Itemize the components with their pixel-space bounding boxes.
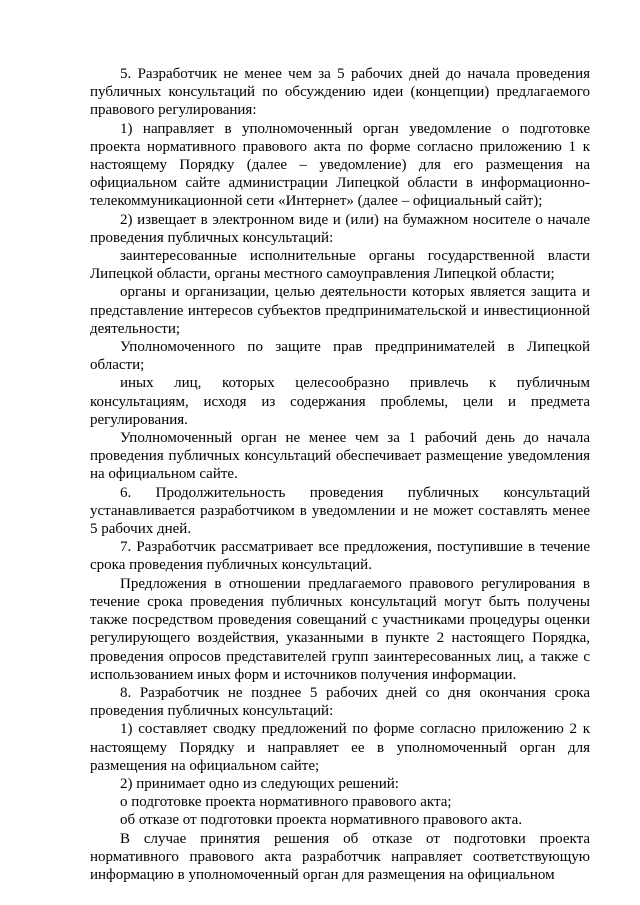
document-page [90,65,590,884]
paragraph-proposals: Предложения в отношении предлагаемого правового регулирования в течение срока проведения публичных консультаций могут быть получены также посредством проведения совещаний с участниками процедуры оценки регулирующего воздействия, указанными в пункте 2 настоящего Порядка, проведения опросов представителей групп заинтересованных лиц, а также с использованием иных форм и источников получения информации. [90,575,590,683]
paragraph-8-intro: 8. Разработчик не позднее 5 рабочих дней со дня окончания срока проведения публичных консультаций: [90,684,590,720]
paragraph-5-item-2: 2) извещает в электронном виде и (или) на бумажном носителе о начале проведения публичных консультаций: [90,211,590,246]
paragraph-decision-refuse: об отказе от подготовки проекта нормативного правового акта. [120,812,523,829]
paragraph-recipients-others: иных лиц, которых целесообразно привлечь к публичным консультациям, исходя из содержания проблемы, цели и предмета регулирования. [90,375,590,428]
paragraph-publication: Уполномоченный орган не менее чем за 1 рабочий день до начала проведения публичных консультаций обеспечивает размещение уведомления на официальном сайте. [90,430,590,483]
paragraph-6: 6. Продолжительность проведения публичных консультаций устанавливается разработчиком в уведомлении и не может составлять менее 5 рабочих дней. [90,484,590,538]
paragraph-5-intro: 5. Разработчик не менее чем за 5 рабочих дней до начала проведения публичных консультаций по обсуждению идеи (концепции) предлагаемого правового регулирования: [90,66,590,119]
paragraph-8-item-2: 2) принимает одно из следующих решений: [120,775,399,792]
paragraph-recipients-ombudsman: Уполномоченного по защите прав предпринимателей в Липецкой области; [90,339,590,374]
paragraph-decision-prepare: о подготовке проекта нормативного правового акта; [120,794,452,811]
paragraph-recipients-authorities: заинтересованные исполнительные органы государственной власти Липецкой области, органы местного самоуправления Липецкой области; [90,248,590,283]
paragraph-7: 7. Разработчик рассматривает все предложения, поступившие в течение срока проведения публичных консультаций. [90,539,590,574]
paragraph-8-item-1: 1) составляет сводку предложений по форме согласно приложению 2 к настоящему Порядку и направляет ее в уполномоченный орган для размещения на официальном сайте; [90,721,590,774]
paragraph-refusal-case: В случае принятия решения об отказе от подготовки проекта нормативного правового акта разработчик направляет соответствующую информацию в уполномоченный орган для размещения на официальном [90,830,590,883]
paragraph-recipients-organizations: органы и организации, целью деятельности которых является защита и представление интересов субъектов предпринимательской и инвестиционной деятельности; [90,284,590,337]
paragraph-5-item-1: 1) направляет в уполномоченный орган уведомление о подготовке проекта нормативного правового акта по форме согласно приложению 1 к настоящему Порядку (далее – уведомление) для его размещения на официальном сайте администрации Липецкой области в информационно-телекоммуникационной сети «Интернет» (далее – официальный сайт); [90,120,590,210]
